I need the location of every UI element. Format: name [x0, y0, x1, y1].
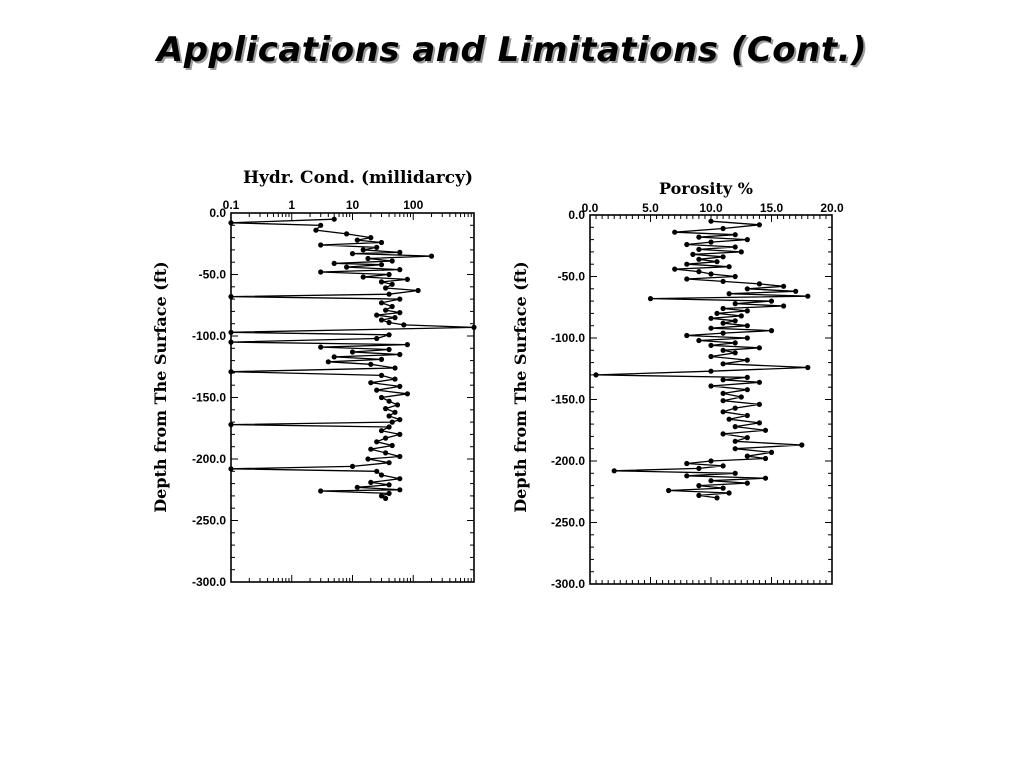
- y-tick-label: 0.0: [568, 208, 585, 222]
- y-tick-label: -300.0: [550, 577, 585, 591]
- data-point: [405, 277, 410, 282]
- data-point: [745, 454, 750, 459]
- data-point: [745, 323, 750, 328]
- y-tick-label: -150.0: [191, 390, 226, 405]
- data-point: [733, 471, 738, 476]
- data-point: [471, 325, 476, 330]
- data-point: [416, 288, 421, 293]
- data-point: [684, 262, 689, 267]
- data-point: [228, 466, 233, 471]
- data-point: [390, 443, 395, 448]
- data-point: [368, 447, 373, 452]
- data-point: [228, 220, 233, 225]
- data-point: [374, 469, 379, 474]
- data-point: [318, 269, 323, 274]
- data-point: [727, 264, 732, 269]
- data-point: [392, 315, 397, 320]
- x-tick-label: 10: [345, 198, 360, 212]
- data-point: [387, 460, 392, 465]
- data-point: [672, 267, 677, 272]
- data-point: [397, 352, 402, 357]
- data-point: [612, 468, 617, 473]
- data-point: [350, 349, 355, 354]
- data-point: [379, 262, 384, 267]
- data-point: [727, 417, 732, 422]
- data-point: [690, 252, 695, 257]
- data-point: [383, 406, 388, 411]
- y-tick-label: -250.0: [550, 515, 585, 530]
- y-axis-label: Depth from The Surface (ft): [511, 261, 530, 513]
- data-point: [355, 485, 360, 490]
- data-point: [401, 322, 406, 327]
- data-point: [696, 466, 701, 471]
- data-point: [733, 318, 738, 323]
- data-point: [397, 432, 402, 437]
- data-point: [708, 383, 713, 388]
- data-point: [387, 424, 392, 429]
- data-point: [648, 296, 653, 301]
- data-point: [684, 473, 689, 478]
- data-point: [696, 493, 701, 498]
- x-tick-label: 10.0: [699, 201, 723, 215]
- data-point: [429, 254, 434, 259]
- data-point: [379, 357, 384, 362]
- plot-frame: [590, 215, 832, 584]
- y-tick-label: -300.0: [191, 575, 226, 589]
- data-point: [763, 456, 768, 461]
- plot-frame: [231, 213, 474, 582]
- data-point: [374, 245, 379, 250]
- data-point: [379, 240, 384, 245]
- data-point: [397, 454, 402, 459]
- data-point: [721, 377, 726, 382]
- data-point: [745, 308, 750, 313]
- data-point: [368, 480, 373, 485]
- series-line: [596, 221, 808, 498]
- data-point: [781, 303, 786, 308]
- data-point: [392, 365, 397, 370]
- x-axis-label: Hydr. Cond. (millidarcy): [242, 168, 474, 188]
- data-point: [708, 326, 713, 331]
- data-point: [739, 394, 744, 399]
- data-point: [392, 377, 397, 382]
- data-point: [708, 271, 713, 276]
- data-point: [387, 482, 392, 487]
- data-point: [392, 410, 397, 415]
- data-point: [727, 291, 732, 296]
- data-point: [757, 345, 762, 350]
- data-point: [763, 476, 768, 481]
- data-point: [757, 222, 762, 227]
- data-point: [769, 328, 774, 333]
- data-point: [745, 435, 750, 440]
- data-point: [757, 402, 762, 407]
- data-point: [383, 436, 388, 441]
- data-point: [228, 330, 233, 335]
- data-point: [696, 235, 701, 240]
- data-point: [745, 387, 750, 392]
- data-point: [733, 439, 738, 444]
- data-point: [696, 338, 701, 343]
- data-point: [387, 272, 392, 277]
- data-point: [379, 395, 384, 400]
- data-point: [757, 420, 762, 425]
- data-point: [721, 391, 726, 396]
- data-point: [365, 456, 370, 461]
- data-point: [365, 256, 370, 261]
- data-point: [733, 424, 738, 429]
- data-point: [799, 442, 804, 447]
- data-point: [379, 472, 384, 477]
- data-point: [332, 261, 337, 266]
- data-point: [757, 281, 762, 286]
- data-point: [379, 373, 384, 378]
- data-point: [397, 297, 402, 302]
- data-point: [405, 391, 410, 396]
- data-point: [684, 276, 689, 281]
- data-point: [745, 286, 750, 291]
- data-point: [763, 428, 768, 433]
- data-point: [379, 317, 384, 322]
- y-tick-label: -100.0: [191, 329, 226, 343]
- x-tick-label: 20.0: [820, 201, 844, 215]
- data-point: [361, 274, 366, 279]
- data-point: [708, 219, 713, 224]
- data-point: [318, 488, 323, 493]
- data-point: [757, 380, 762, 385]
- data-point: [721, 431, 726, 436]
- data-point: [383, 450, 388, 455]
- data-point: [397, 417, 402, 422]
- data-point: [397, 310, 402, 315]
- y-tick-label: -50.0: [198, 267, 226, 282]
- data-point: [708, 458, 713, 463]
- data-point: [318, 345, 323, 350]
- data-point: [733, 244, 738, 249]
- x-tick-label: 1: [288, 198, 296, 212]
- data-point: [721, 409, 726, 414]
- data-point: [721, 348, 726, 353]
- data-point: [350, 251, 355, 256]
- data-point: [745, 335, 750, 340]
- x-axis-label: Porosity %: [659, 179, 753, 198]
- data-point: [721, 361, 726, 366]
- chart-2: [511, 179, 844, 591]
- data-point: [769, 299, 774, 304]
- data-point: [387, 491, 392, 496]
- data-point: [361, 247, 366, 252]
- data-point: [745, 481, 750, 486]
- data-point: [228, 340, 233, 345]
- data-point: [745, 237, 750, 242]
- x-tick-label: 100: [403, 198, 424, 212]
- data-point: [390, 282, 395, 287]
- data-point: [228, 369, 233, 374]
- data-point: [344, 265, 349, 270]
- chart-1: [151, 168, 477, 589]
- data-point: [684, 333, 689, 338]
- data-point: [745, 375, 750, 380]
- y-tick-label: -200.0: [191, 452, 226, 466]
- data-point: [684, 242, 689, 247]
- data-point: [387, 292, 392, 297]
- data-point: [228, 422, 233, 427]
- data-point: [344, 231, 349, 236]
- data-point: [721, 398, 726, 403]
- data-point: [374, 439, 379, 444]
- data-point: [397, 476, 402, 481]
- data-point: [769, 450, 774, 455]
- data-point: [383, 496, 388, 501]
- x-tick-label: 15.0: [759, 201, 784, 215]
- data-point: [397, 384, 402, 389]
- data-point: [368, 362, 373, 367]
- data-point: [368, 380, 373, 385]
- data-point: [397, 267, 402, 272]
- data-point: [313, 228, 318, 233]
- data-point: [793, 289, 798, 294]
- data-point: [721, 486, 726, 491]
- y-axis-label: Depth from The Surface (ft): [151, 261, 170, 513]
- data-point: [593, 372, 598, 377]
- data-point: [721, 321, 726, 326]
- data-point: [395, 402, 400, 407]
- data-point: [721, 254, 726, 259]
- data-point: [379, 300, 384, 305]
- data-point: [228, 294, 233, 299]
- data-point: [696, 269, 701, 274]
- data-point: [745, 358, 750, 363]
- data-point: [739, 313, 744, 318]
- data-point: [318, 242, 323, 247]
- data-point: [405, 342, 410, 347]
- data-point: [387, 347, 392, 352]
- y-tick-label: 0.0: [209, 206, 226, 220]
- data-point: [721, 279, 726, 284]
- data-point: [733, 340, 738, 345]
- data-point: [733, 301, 738, 306]
- data-point: [390, 304, 395, 309]
- x-tick-label: 0.1: [222, 198, 240, 212]
- data-point: [387, 332, 392, 337]
- data-point: [696, 247, 701, 252]
- data-point: [332, 217, 337, 222]
- data-point: [696, 483, 701, 488]
- data-point: [708, 343, 713, 348]
- data-point: [805, 294, 810, 299]
- data-point: [350, 464, 355, 469]
- data-point: [374, 388, 379, 393]
- data-point: [368, 235, 373, 240]
- y-tick-label: -200.0: [550, 454, 585, 468]
- data-point: [332, 354, 337, 359]
- data-point: [666, 488, 671, 493]
- data-point: [326, 359, 331, 364]
- data-point: [379, 279, 384, 284]
- data-point: [733, 406, 738, 411]
- data-point: [805, 365, 810, 370]
- data-point: [696, 257, 701, 262]
- data-point: [714, 259, 719, 264]
- data-point: [387, 320, 392, 325]
- data-point: [374, 336, 379, 341]
- y-tick-label: -100.0: [550, 331, 585, 345]
- data-point: [745, 413, 750, 418]
- data-point: [708, 354, 713, 359]
- data-point: [355, 238, 360, 243]
- data-point: [714, 311, 719, 316]
- data-point: [383, 285, 388, 290]
- data-point: [721, 226, 726, 231]
- data-point: [714, 495, 719, 500]
- data-point: [672, 230, 677, 235]
- data-point: [721, 331, 726, 336]
- data-point: [781, 284, 786, 289]
- data-point: [383, 308, 388, 313]
- data-point: [739, 249, 744, 254]
- data-point: [733, 274, 738, 279]
- data-point: [721, 463, 726, 468]
- data-point: [733, 232, 738, 237]
- data-point: [733, 350, 738, 355]
- data-point: [708, 316, 713, 321]
- data-point: [387, 413, 392, 418]
- data-point: [397, 250, 402, 255]
- data-point: [733, 446, 738, 451]
- data-point: [390, 420, 395, 425]
- x-tick-label: 5.0: [642, 201, 659, 215]
- data-point: [708, 240, 713, 245]
- data-point: [684, 461, 689, 466]
- data-point: [379, 428, 384, 433]
- data-point: [387, 399, 392, 404]
- x-tick-label: 0.0: [581, 201, 599, 215]
- data-point: [374, 313, 379, 318]
- data-point: [318, 223, 323, 228]
- data-point: [708, 369, 713, 374]
- y-tick-label: -250.0: [191, 513, 226, 528]
- data-point: [727, 490, 732, 495]
- data-point: [390, 258, 395, 263]
- data-point: [721, 306, 726, 311]
- slide-title: Applications and Limitations (Cont.): [156, 30, 868, 70]
- y-tick-label: -150.0: [550, 392, 585, 407]
- y-tick-label: -50.0: [557, 269, 585, 284]
- data-point: [708, 478, 713, 483]
- series-line: [231, 219, 474, 498]
- data-point: [397, 487, 402, 492]
